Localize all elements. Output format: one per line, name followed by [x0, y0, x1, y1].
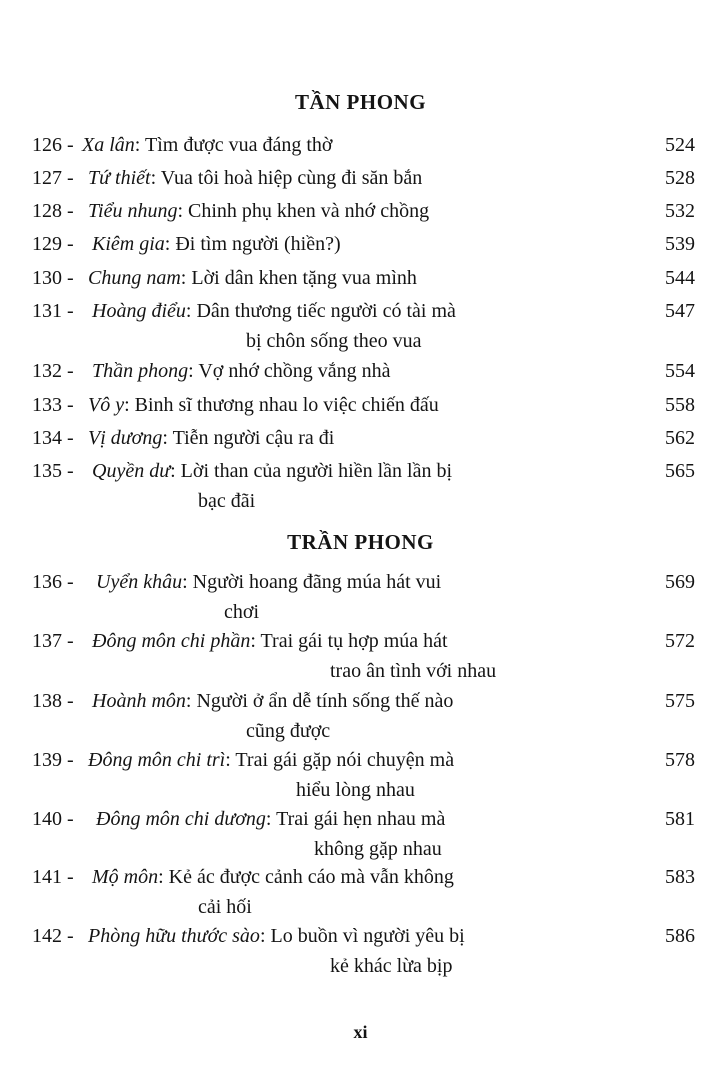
- entry-description: Trai gái gặp nói chuyện mà: [235, 749, 455, 771]
- entry-description: Đi tìm người (hiền?): [175, 233, 341, 255]
- entry-title: Xa lân: [82, 134, 135, 156]
- entry-number: 134 -: [32, 427, 74, 449]
- entry-text: Kiêm gia: Đi tìm người (hiền?): [92, 233, 341, 255]
- entry-number: 142 -: [32, 925, 74, 947]
- entry-text: Tiểu nhung: Chinh phụ khen và nhớ chồng: [88, 200, 430, 222]
- entry-text: Đông môn chi trì: Trai gái gặp nói chuyện mà: [88, 749, 455, 771]
- entry-title: Vị dương: [88, 427, 163, 449]
- entry-description: Người ở ẩn dễ tính sống thế nào: [196, 690, 454, 712]
- entry-number: 129 -: [32, 233, 74, 255]
- entry-text: Chung nam: Lời dân khen tặng vua mình: [88, 267, 417, 289]
- entry-page: 528: [665, 167, 695, 189]
- entry-continuation: trao ân tình với nhau: [330, 660, 497, 682]
- entry-description: Chinh phụ khen và nhớ chồng: [188, 200, 430, 222]
- entry-text: Uyển khâu: Người hoang đãng múa hát vui: [96, 571, 442, 593]
- entry-page: 581: [665, 808, 695, 830]
- entry-description: Trai gái hẹn nhau mà: [276, 808, 446, 830]
- entry-title: Hoàng điểu: [92, 300, 186, 322]
- entry-number: 136 -: [32, 571, 74, 593]
- entry-text: Vô y: Binh sĩ thương nhau lo việc chiến đấu: [88, 394, 439, 416]
- entry-page: 547: [665, 300, 695, 322]
- entry-number: 131 -: [32, 300, 74, 322]
- entry-description: Dân thương tiếc người có tài mà: [196, 300, 456, 322]
- entry-page: 575: [665, 690, 695, 712]
- entry-page: 562: [665, 427, 695, 449]
- entry-text: Xa lân: Tìm được vua đáng thờ: [82, 134, 333, 156]
- entry-page: 578: [665, 749, 695, 771]
- entry-number: 137 -: [32, 630, 74, 652]
- entry-page: 558: [665, 394, 695, 416]
- entry-number: 141 -: [32, 866, 74, 888]
- entry-continuation: bị chôn sống theo vua: [246, 330, 422, 352]
- page-number-footer: xi: [353, 1022, 368, 1042]
- entry-text: Quyền dư: Lời than của người hiền lần lần bị: [92, 460, 453, 482]
- entry-page: 544: [665, 267, 695, 289]
- entry-text: Tứ thiết: Vua tôi hoà hiệp cùng đi săn bắn: [88, 167, 423, 189]
- entry-text: Đông môn chi dương: Trai gái hẹn nhau mà: [96, 808, 446, 830]
- entry-page: 572: [665, 630, 695, 652]
- entry-page: 583: [665, 866, 695, 888]
- entry-description: Binh sĩ thương nhau lo việc chiến đấu: [134, 394, 439, 416]
- entry-continuation: hiểu lòng nhau: [296, 779, 415, 801]
- entry-title: Vô y: [88, 394, 125, 416]
- entry-page: 554: [665, 360, 695, 382]
- entry-description: Lời than của người hiền lần lần bị: [180, 460, 453, 482]
- entry-number: 139 -: [32, 749, 74, 771]
- entry-page: 524: [665, 134, 695, 156]
- entry-page: 565: [665, 460, 695, 482]
- entry-text: Hoành môn: Người ở ẩn dễ tính sống thế nào: [92, 690, 454, 712]
- entry-title: Hoành môn: [92, 690, 186, 712]
- entry-text: Hoàng điểu: Dân thương tiếc người có tài mà: [92, 300, 456, 322]
- section-heading-tran-phong: TRẦN PHONG: [287, 530, 434, 554]
- entry-title: Kiêm gia: [92, 233, 165, 255]
- entry-title: Tiểu nhung: [88, 200, 178, 222]
- entry-title: Uyển khâu: [96, 571, 183, 593]
- entry-title: Đông môn chi dương: [96, 808, 266, 830]
- entry-title: Đông môn chi phần: [92, 630, 251, 652]
- entry-number: 135 -: [32, 460, 74, 482]
- entry-description: Vợ nhớ chồng vắng nhà: [198, 360, 391, 382]
- entry-number: 133 -: [32, 394, 74, 416]
- entry-number: 130 -: [32, 267, 74, 289]
- entry-title: Phòng hữu thước sào: [88, 925, 260, 947]
- entry-page: 586: [665, 925, 695, 947]
- entry-title: Đông môn chi trì: [88, 749, 226, 771]
- entry-title: Tứ thiết: [88, 167, 151, 189]
- entry-page: 532: [665, 200, 695, 222]
- entry-number: 140 -: [32, 808, 74, 830]
- entry-page: 539: [665, 233, 695, 255]
- entry-continuation: không gặp nhau: [314, 838, 442, 860]
- entry-title: Quyền dư: [92, 460, 171, 482]
- entry-continuation: cũng được: [246, 720, 331, 742]
- entry-page: 569: [665, 571, 695, 593]
- entry-text: Mộ môn: Kẻ ác được cảnh cáo mà vẫn không: [92, 866, 454, 888]
- entry-title: Thần phong: [92, 360, 189, 382]
- entry-continuation: bạc đãi: [198, 490, 256, 512]
- entry-continuation: kẻ khác lừa bịp: [330, 955, 453, 977]
- entry-description: Tìm được vua đáng thờ: [144, 134, 333, 156]
- section-heading-tan-phong: TẦN PHONG: [294, 90, 427, 114]
- entry-title: Chung nam: [88, 267, 181, 289]
- entry-description: Vua tôi hoà hiệp cùng đi săn bắn: [160, 167, 423, 189]
- entry-number: 132 -: [32, 360, 74, 382]
- entry-number: 128 -: [32, 200, 74, 222]
- entry-text: Thần phong: Vợ nhớ chồng vắng nhà: [92, 360, 391, 382]
- entry-number: 126 -: [32, 134, 74, 156]
- entry-text: Vị dương: Tiễn người cậu ra đi: [88, 427, 335, 449]
- entry-number: 127 -: [32, 167, 74, 189]
- entry-text: Đông môn chi phần: Trai gái tụ hợp múa hát: [92, 630, 448, 652]
- entry-text: Phòng hữu thước sào: Lo buồn vì người yêu bị: [88, 925, 465, 947]
- entry-description: Người hoang đãng múa hát vui: [192, 571, 442, 593]
- entry-title: Mộ môn: [92, 866, 159, 888]
- entry-continuation: cải hối: [198, 896, 252, 918]
- entry-description: Lời dân khen tặng vua mình: [191, 267, 417, 289]
- entry-description: Trai gái tụ hợp múa hát: [260, 630, 448, 652]
- entry-description: Lo buồn vì người yêu bị: [270, 925, 465, 947]
- entry-number: 138 -: [32, 690, 74, 712]
- entry-continuation: chơi: [224, 601, 260, 623]
- entry-description: Tiễn người cậu ra đi: [172, 427, 335, 449]
- entry-description: Kẻ ác được cảnh cáo mà vẫn không: [168, 866, 454, 888]
